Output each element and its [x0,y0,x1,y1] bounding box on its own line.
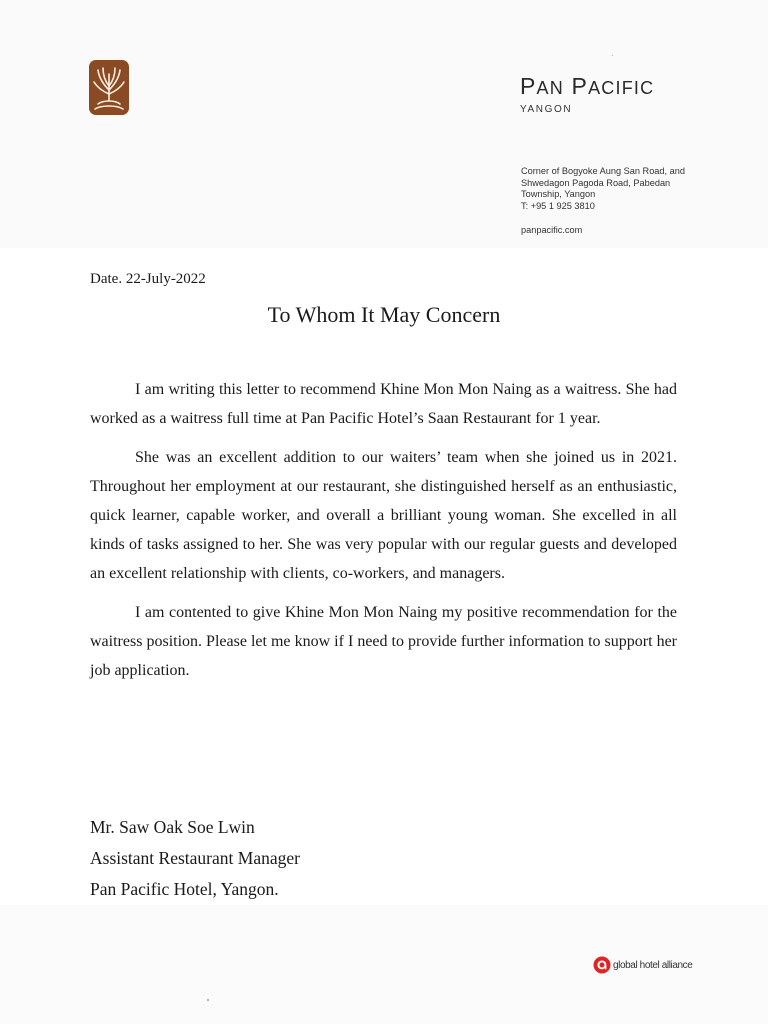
body-paragraph: I am writing this letter to recommend Khine Mon Mon Naing as a waitress. She had worked as a waitress full time at Pan Pacific Hotel’s Saan Restaurant for 1 year. [90,381,677,427]
paper-speck [612,55,613,56]
hotel-address [521,166,721,212]
letter-date: Date. 22-July-2022 [90,271,206,287]
letter-body [90,375,677,695]
letter-title: To Whom It May Concern [267,302,501,327]
website-link[interactable]: panpacific.com [521,225,583,235]
body-paragraph: I am contented to give Khine Mon Mon Naing my positive recommendation for the waitress position. Please let me know if I need to provide further information to support her job application. [90,604,677,679]
phone-line: T: +95 1 925 3810 [521,200,595,211]
alliance-text: global hotel alliance [613,959,693,971]
address-line: Township, Yangon [521,189,596,199]
paper-speck [207,999,209,1001]
brand-block [520,72,720,115]
body-paragraph: She was an excellent addition to our waiters’ team when she joined us in 2021. Throughout her employment at our restaurant, she distinguished herself as an enthusiastic, quick learner, capable worker, and overall a brilliant young woman. She excelled in all kinds of tasks assigned to her. She was very popular with our regular guests and developed an excellent relationship with clients, co-workers, and managers. [90,449,677,582]
brand-city: YANGON [520,104,573,115]
brand-name: PAN PACIFIC [520,73,655,99]
signatory-name: Mr. Saw Oak Soe Lwin [90,817,255,837]
signatory-organization: Pan Pacific Hotel, Yangon. [90,879,279,899]
signature-block [90,812,300,905]
signatory-position: Assistant Restaurant Manager [90,848,300,868]
pan-pacific-tree-icon [89,60,129,115]
global-hotel-alliance-icon [593,956,611,974]
alliance-logo [593,956,692,974]
address-line: Corner of Bogyoke Aung San Road, and [521,166,685,176]
address-line: Shwedagon Pagoda Road, Pabedan [521,177,671,188]
